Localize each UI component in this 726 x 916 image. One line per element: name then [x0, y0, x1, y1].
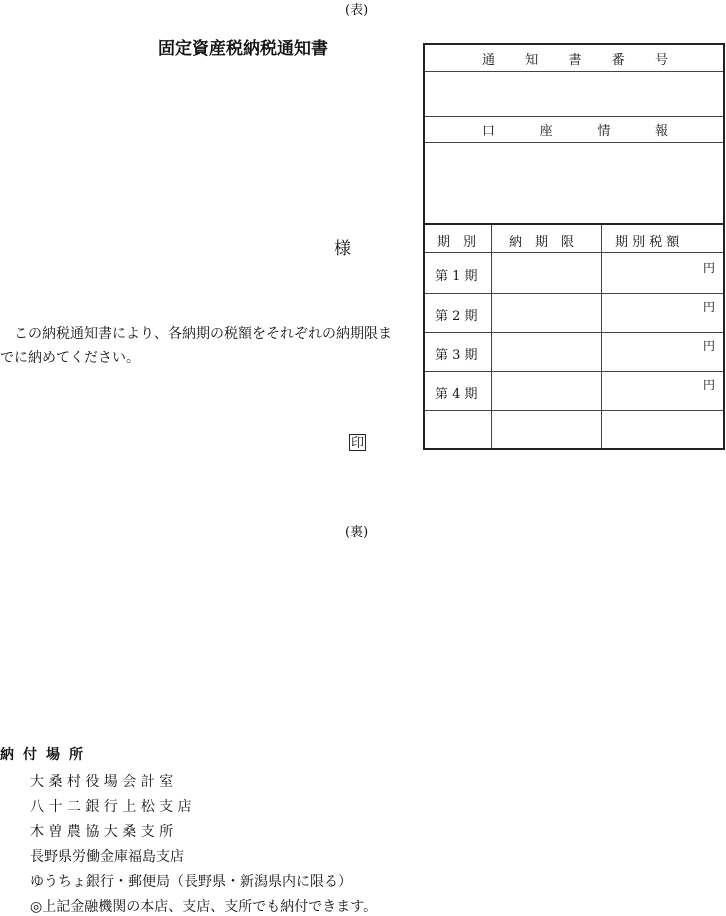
period-label: 第 3 期 — [435, 348, 478, 363]
payment-places-section — [0, 744, 92, 764]
period-label: 第 2 期 — [435, 309, 478, 324]
notice-number-char: 書 — [568, 52, 582, 68]
notice-number-char: 通 — [482, 52, 496, 68]
notice-number-header — [425, 45, 723, 72]
yen-unit: 円 — [702, 261, 715, 275]
payment-place-item: ◎上記金融機関の本店、支店、支所でも納付できます。 — [30, 899, 378, 915]
account-info-char: 座 — [539, 124, 553, 139]
notice-number-char: 番 — [611, 52, 625, 68]
period-label: 第 1 期 — [435, 269, 478, 284]
payment-places-heading: 納付場所 — [0, 747, 92, 763]
yen-unit: 円 — [702, 300, 715, 314]
payment-notice-text: この納税通知書により、各納期の税額をそれぞれの納期限までに納めてください。 — [0, 326, 392, 366]
account-info-field — [425, 143, 723, 225]
column-header-due-date: 納 期 限 — [509, 235, 575, 250]
payment-place-item: 木 曽 農 協 大 桑 支 所 — [30, 824, 174, 840]
account-info-header — [425, 117, 723, 143]
account-info-char: 情 — [597, 124, 611, 139]
period-label: 第 4 期 — [435, 387, 478, 402]
notice-number-field — [425, 72, 723, 117]
notice-number-char: 号 — [654, 52, 668, 68]
account-info-char: 報 — [654, 124, 668, 139]
yen-unit: 円 — [702, 378, 715, 392]
payment-place-item: ゆうちょ銀行・郵便局（長野県・新潟県内に限る） — [30, 874, 352, 890]
payment-place-item: 大 桑 村 役 場 会 計 室 — [30, 774, 174, 790]
front-side-label: (表) — [345, 3, 369, 18]
back-side-label: (裏) — [345, 525, 369, 540]
column-header-tax-amount: 期 別 税 額 — [615, 235, 680, 250]
account-info-char: 口 — [482, 124, 496, 139]
honorific-sama: 様 — [334, 239, 351, 259]
column-header-period: 期 別 — [437, 235, 477, 250]
tax-info-panel — [423, 43, 725, 450]
period-grid — [425, 225, 723, 448]
seal-stamp: 印 — [350, 436, 364, 451]
notice-number-char: 知 — [525, 52, 539, 68]
yen-unit: 円 — [702, 339, 715, 353]
document-title: 固定資産税納税通知書 — [158, 39, 328, 59]
payment-place-item: 長野県労働金庫福島支店 — [30, 849, 184, 865]
payment-place-item: 八 十 二 銀 行 上 松 支 店 — [30, 799, 192, 815]
